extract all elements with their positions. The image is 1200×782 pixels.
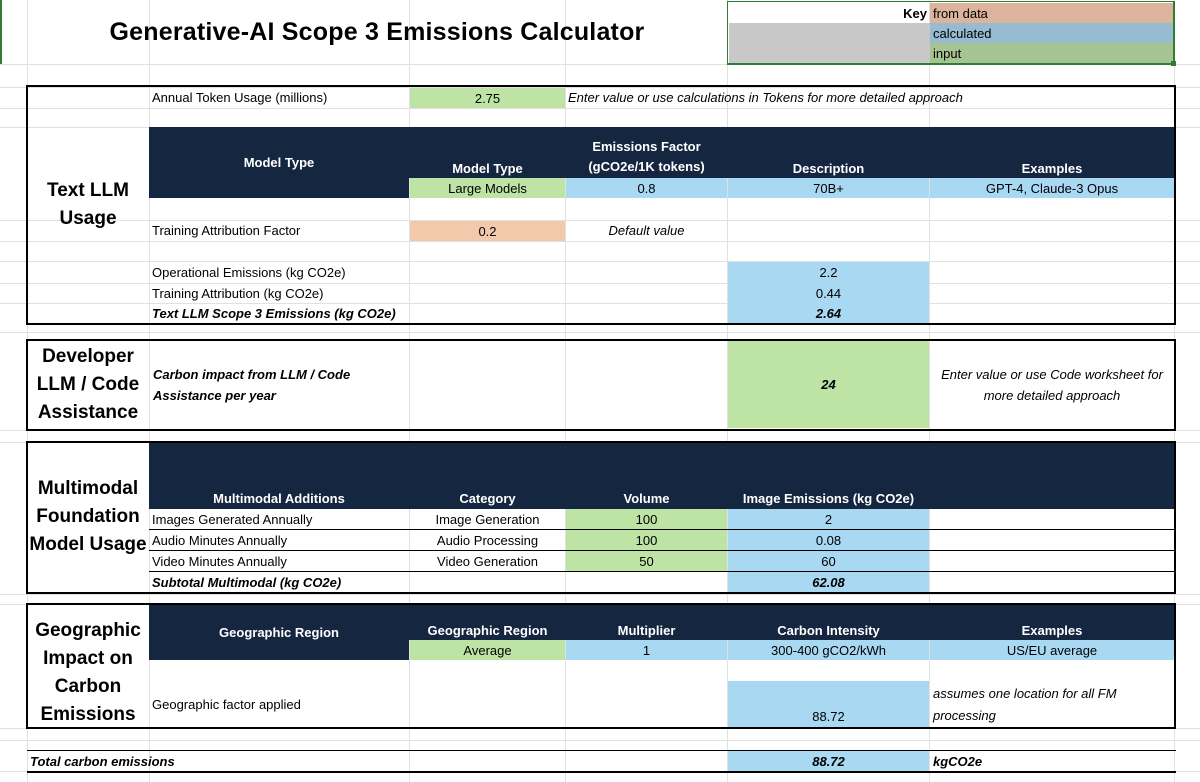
geographic-examples-header: Examples [1021,622,1083,638]
text-llm-scope3-label: Text LLM Scope 3 Emissions (kg CO2e) [152,305,396,321]
multimodal-row-emissions: 0.08 [728,530,929,550]
model-type-header: Model Type [410,158,565,178]
developer-carbon-input[interactable]: 24 [728,341,929,428]
geographic-section-title: Geographic Impact on Carbon Emissions [35,620,141,725]
total-carbon-label: Total carbon emissions [30,753,175,769]
examples-header: Examples [930,158,1174,178]
multimodal-row-category: Image Generation [435,511,540,527]
geographic-factor-value: 88.72 [728,681,929,727]
model-type-select[interactable]: Large Models [410,178,565,198]
key-calculated: calculated [930,23,1173,43]
multimodal-section-title: Multimodal Foundation Model Usage [29,478,147,555]
geographic-region-header: Geographic Region [427,622,548,638]
geographic-region-header-left: Geographic Region [149,605,409,660]
key-blank-2 [729,43,930,63]
geographic-region-select[interactable]: Average [410,640,565,660]
model-examples-value: GPT-4, Claude-3 Opus [930,178,1174,198]
key-from-data: from data [930,3,1173,23]
developer-note: Enter value or use Code worksheet for more detailed approach [941,367,1163,403]
training-attribution-factor-note: Default value [608,223,685,238]
multimodal-subtotal-value: 62.08 [728,572,929,592]
multimodal-row-volume-input[interactable]: 50 [566,551,727,571]
multimodal-row-label: Images Generated Annually [152,511,313,527]
multiplier-value: 1 [566,640,727,660]
carbon-intensity-value: 300-400 gCO2/kWh [728,640,929,660]
key-blank-1 [729,23,930,43]
geographic-examples-value: US/EU average [930,640,1174,660]
developer-carbon-label: Carbon impact from LLM / Code Assistance per year [153,367,351,403]
total-carbon-unit: kgCO2e [933,753,983,769]
multimodal-row-emissions: 2 [728,509,929,529]
total-carbon-value: 88.72 [728,751,929,771]
geographic-factor-label: Geographic factor applied [152,697,301,712]
developer-section-title: Developer LLM / Code Assistance [36,346,140,423]
text-llm-section-title: Text LLM Usage [47,180,129,229]
key-label: Key [903,5,927,21]
carbon-intensity-header: Carbon Intensity [777,622,880,638]
multimodal-row-emissions: 60 [728,551,929,571]
volume-header: Volume [623,491,670,506]
training-attribution-factor-label: Training Attribution Factor [152,223,301,238]
key-input: input [930,43,1173,63]
operational-emissions-value: 2.2 [728,262,929,283]
multiplier-header: Multiplier [617,622,676,638]
emissions-factor-value: 0.8 [566,178,727,198]
training-attribution-value: 0.44 [728,283,929,303]
token-usage-note: Enter value or use calculations in Tokens for more detailed approach [568,90,963,105]
multimodal-row-volume-input[interactable]: 100 [566,530,727,550]
multimodal-row-label: Audio Minutes Annually [152,532,288,548]
multimodal-row-category: Audio Processing [436,532,539,548]
multimodal-row-category: Video Generation [437,553,538,569]
image-emissions-header: Image Emissions (kg CO2e) [742,491,915,506]
emissions-factor-header: Emissions Factor (gCO2e/1K tokens) [566,136,727,178]
operational-emissions-label: Operational Emissions (kg CO2e) [152,265,346,280]
multimodal-row-volume-input[interactable]: 100 [566,509,727,529]
token-usage-input[interactable]: 2.75 [410,88,565,108]
multimodal-additions-header: Multimodal Additions [213,491,345,506]
model-description-value: 70B+ [728,178,929,198]
token-usage-label: Annual Token Usage (millions) [152,90,328,105]
training-attribution-factor-value[interactable]: 0.2 [410,221,565,241]
description-header: Description [728,158,929,178]
model-type-header-left: Model Type [149,127,409,198]
category-header: Category [459,491,516,506]
page-title: Generative-AI Scope 3 Emissions Calculator [109,17,645,46]
geographic-note: assumes one location for all FM processing [933,686,1117,723]
training-attribution-label: Training Attribution (kg CO2e) [152,285,324,301]
multimodal-row-label: Video Minutes Annually [152,553,287,569]
text-llm-scope3-value: 2.64 [728,303,929,323]
multimodal-subtotal-label: Subtotal Multimodal (kg CO2e) [152,574,342,590]
